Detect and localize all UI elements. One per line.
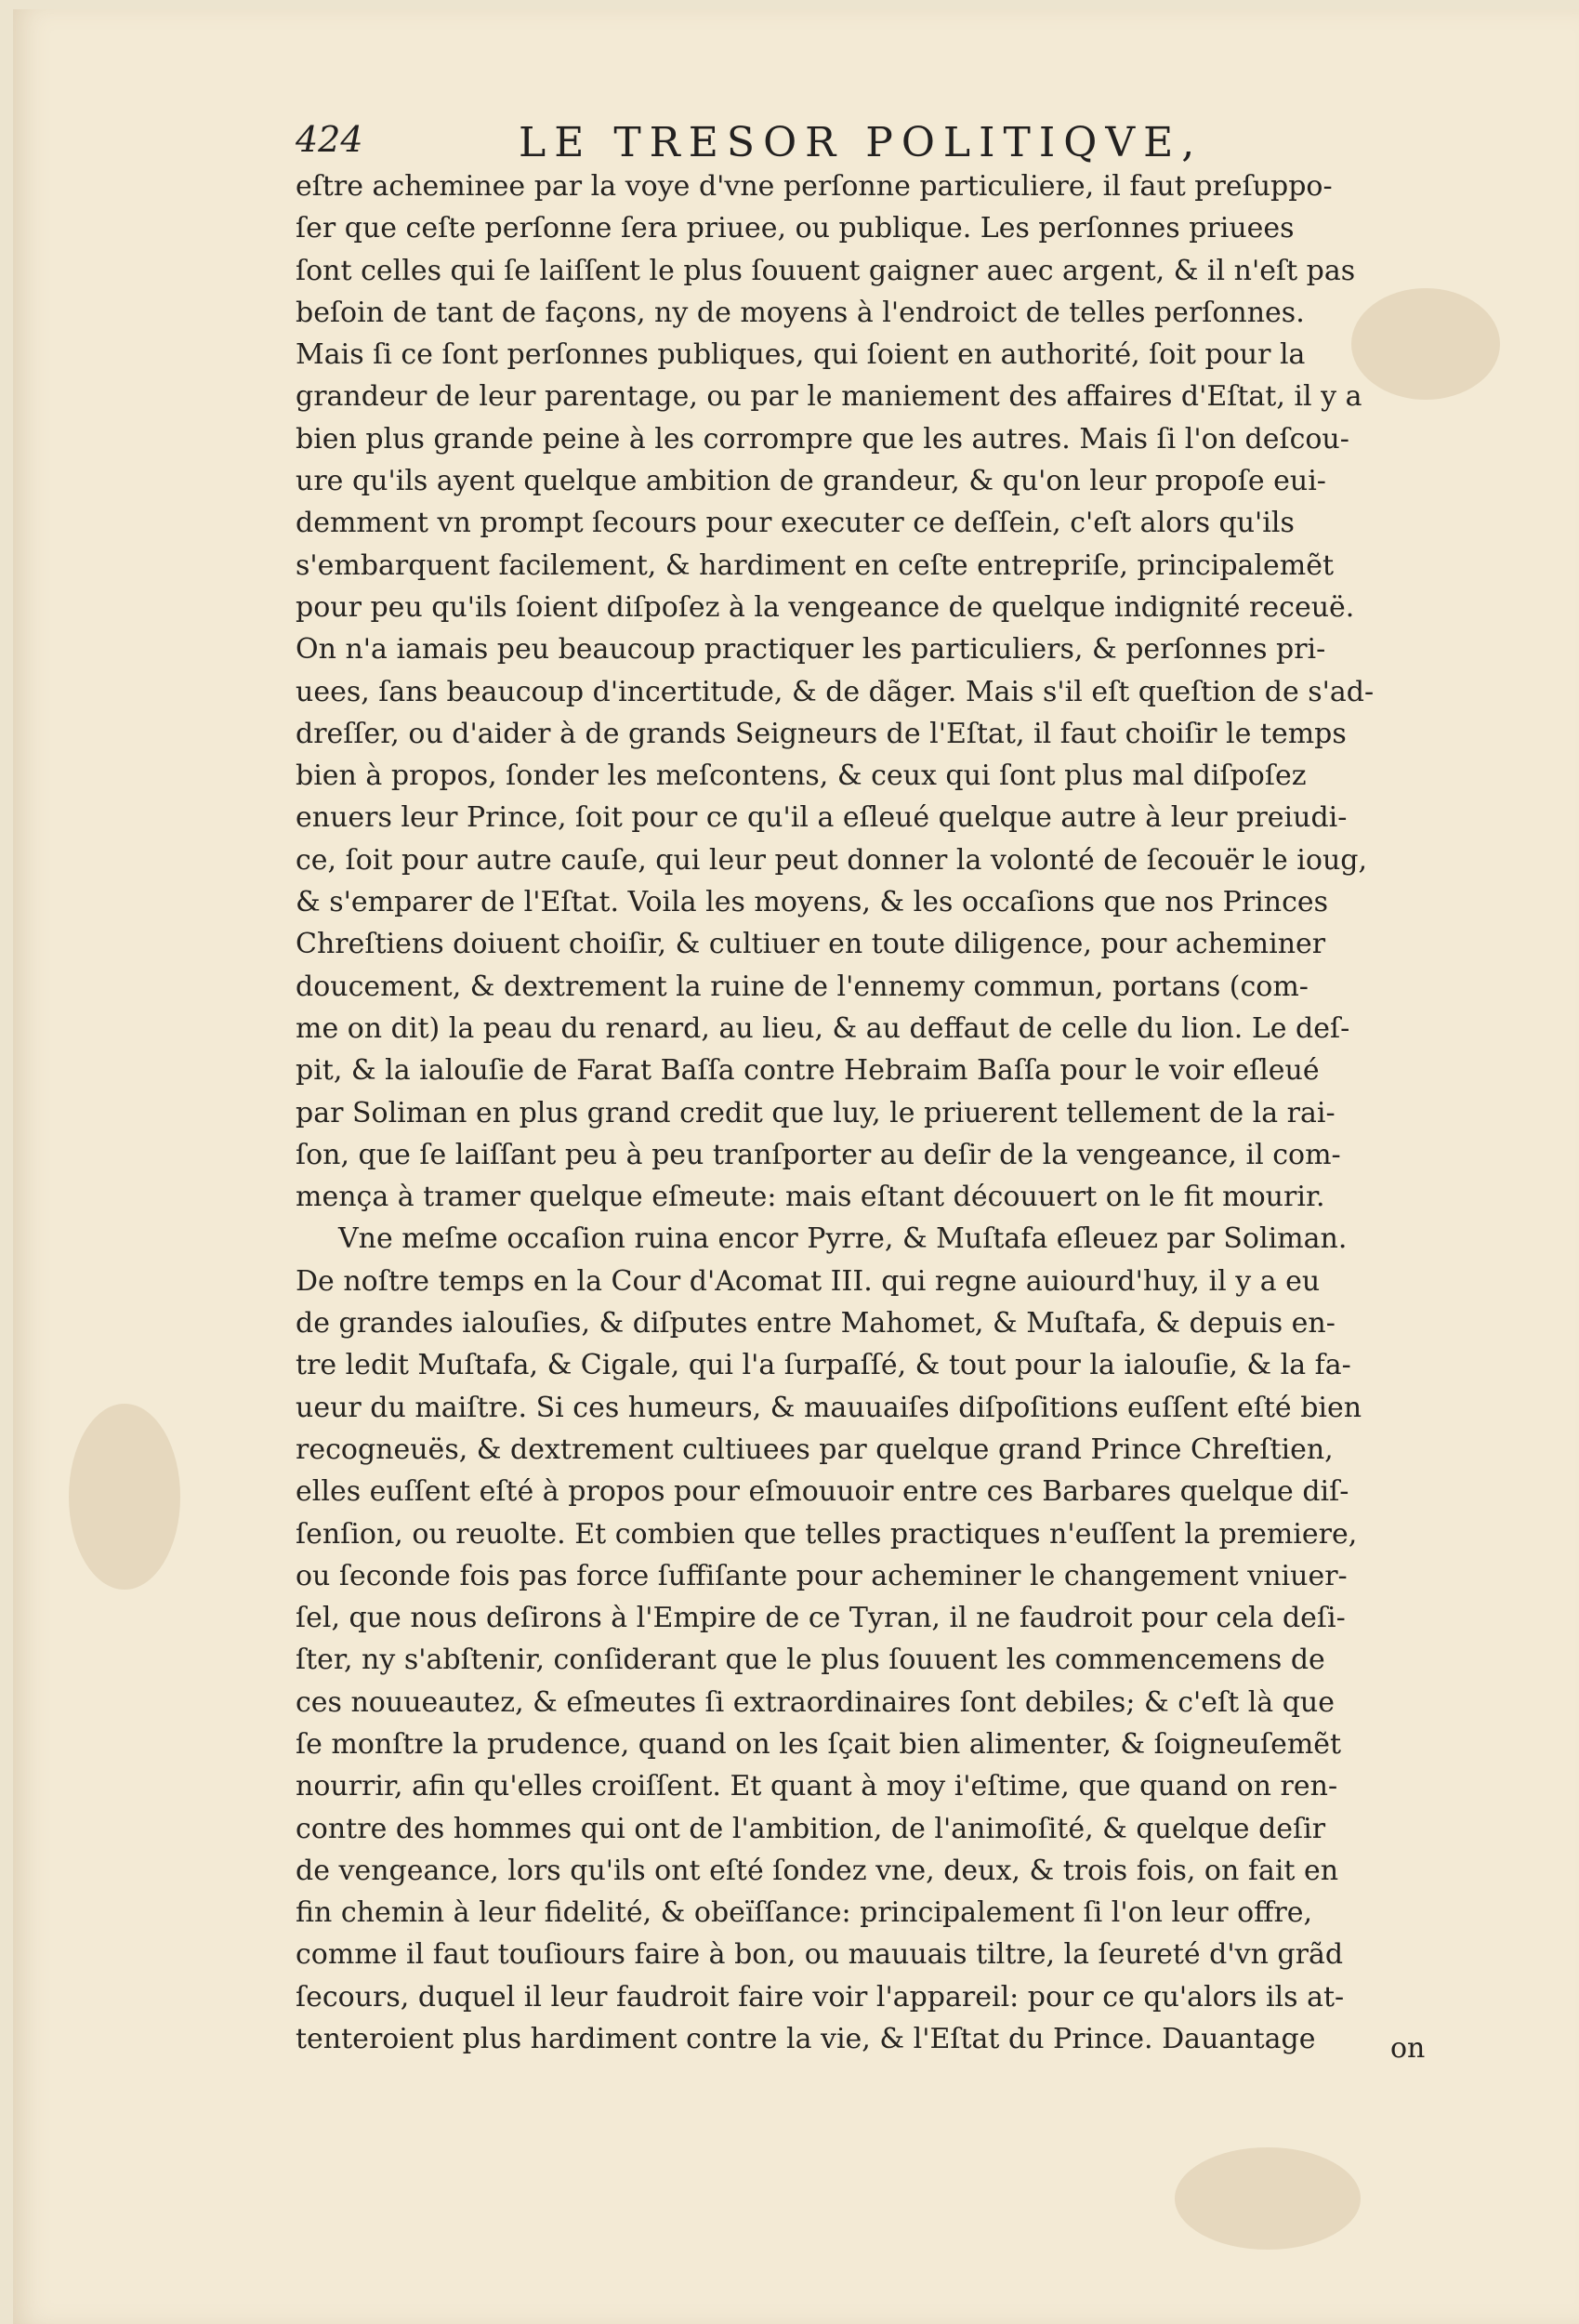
text-line: bien plus grande peine à les corrompre que les autres. Mais ſi l'on deſcou- <box>296 422 1349 456</box>
text-line: ou ſeconde fois pas force ſuffiſante pour acheminer le changement vniuer- <box>296 1559 1348 1592</box>
text-line: demment vn prompt ſecours pour executer ce deſſein, c'eſt alors qu'ils <box>296 507 1295 540</box>
text-line: ſel, que nous deſirons à l'Empire de ce Tyran, il ne faudroit pour cela deſi- <box>296 1602 1346 1635</box>
text-line: tenteroient plus hardiment contre la vie, & l'Eſtat du Prince. Dauantage <box>296 2023 1316 2056</box>
text-line: doucement, & dextrement la ruine de l'ennemy commun, portans (com- <box>296 970 1309 1003</box>
text-line: s'embarquent facilement, & hardiment en ceſte entrepriſe, principalemẽt <box>296 548 1335 582</box>
text-line: enuers leur Prince, ſoit pour ce qu'il a eſleué quelque autre à leur preiudi- <box>296 801 1348 835</box>
text-line: eſtre acheminee par la voye d'vne perſonne particuliere, il faut preſuppo- <box>296 170 1333 203</box>
text-line: de grandes ialouſies, & diſputes entre Mahomet, & Muſtafa, & depuis en- <box>296 1307 1336 1340</box>
text-line: uees, ſans beaucoup d'incertitude, & de dãger. Mais s'il eſt queſtion de s'ad- <box>296 675 1375 708</box>
text-line: ſter, ny s'abſtenir, conſiderant que le plus ſouuent les commencemens de <box>296 1644 1325 1677</box>
text-line: ueur du maiſtre. Si ces humeurs, & mauuaiſes diſpoſitions euſſent eſté bien <box>296 1391 1362 1424</box>
text-line: ſer que ceſte perſonne ſera priuee, ou publique. Les perſonnes priuees <box>296 212 1295 245</box>
text-line: comme il faut touſiours faire à bon, ou mauuais tiltre, la ſeureté d'vn grãd <box>296 1938 1344 1972</box>
foxing-stain <box>69 1404 180 1590</box>
text-line: De noſtre temps en la Cour d'Acomat III. qui regne auiourd'huy, il y a eu <box>296 1264 1321 1298</box>
text-line: ſont celles qui ſe laiſſent le plus ſouuent gaigner auec argent, & il n'eſt pas <box>296 254 1356 287</box>
text-line: tre ledit Muſtafa, & Cigale, qui l'a ſurpaſſé, & tout pour la ialouſie, & la fa- <box>296 1349 1351 1382</box>
text-line: nourrir, afin qu'elles croiſſent. Et quant à moy i'eſtime, que quand on ren- <box>296 1770 1338 1803</box>
text-line: fin chemin à leur fidelité, & obeïſſance: principalement ſi l'on leur offre, <box>296 1896 1313 1930</box>
text-line: Mais ſi ce ſont perſonnes publiques, qui ſoient en authorité, ſoit pour la <box>296 338 1306 372</box>
text-line: pour peu qu'ils ſoient diſpoſez à la vengeance de quelque indignité receuë. <box>296 590 1355 624</box>
body-text <box>296 165 1439 2060</box>
text-line: ſe monſtre la prudence, quand on les ſçait bien alimenter, & ſoigneuſemẽt <box>296 1727 1342 1761</box>
text-line: ſecours, duquel il leur faudroit faire voir l'appareil: pour ce qu'alors ils at- <box>296 1980 1345 2014</box>
text-line: ſon, que ſe laiſſant peu à peu tranſporter au deſir de la vengeance, il com- <box>296 1138 1341 1171</box>
text-line: mença à tramer quelque eſmeute: mais eſtant découuert on le fit mourir. <box>296 1181 1325 1214</box>
text-line: ſenſion, ou reuolte. Et combien que telles practiques n'euſſent la premiere, <box>296 1517 1358 1551</box>
text-line: recogneuës, & dextrement cultiuees par quelque grand Prince Chreſtien, <box>296 1433 1334 1466</box>
text-line: & s'emparer de l'Eſtat. Voila les moyens, & les occaſions que nos Princes <box>296 886 1329 919</box>
text-line: contre des hommes qui ont de l'ambition, de l'animoſité, & quelque deſir <box>296 1812 1326 1845</box>
text-line: ces nouueautez, & eſmeutes ſi extraordinaires ſont debiles; & c'eſt là que <box>296 1685 1335 1719</box>
text-line: beſoin de tant de façons, ny de moyens à l'endroict de telles perſonnes. <box>296 296 1305 329</box>
text-line: dreſſer, ou d'aider à de grands Seigneurs de l'Eſtat, il faut choiſir le temps <box>296 717 1347 750</box>
running-title: LE TRESOR POLITIQVE, <box>519 119 1204 166</box>
text-line: de vengeance, lors qu'ils ont eſté ſondez vne, deux, & trois fois, on fait en <box>296 1854 1339 1887</box>
paragraph-first-line: Vne meſme occaſion ruina encor Pyrre, & Muſtafa eſleuez par Soliman. <box>338 1222 1348 1256</box>
text-line: pit, & la ialouſie de Farat Baſſa contre Hebraim Baſſa pour le voir eſleué <box>296 1054 1320 1088</box>
text-line: On n'a iamais peu beaucoup practiquer les particuliers, & perſonnes pri- <box>296 633 1326 667</box>
text-line: elles euſſent eſté à propos pour eſmouuoir entre ces Barbares quelque diſ- <box>296 1475 1349 1509</box>
text-line: ce, ſoit pour autre cauſe, qui leur peut donner la volonté de ſecouër le ioug, <box>296 843 1368 877</box>
page-number: 424 <box>296 119 363 160</box>
text-line: par Soliman en plus grand credit que luy, le priuerent tellement de la rai- <box>296 1096 1336 1129</box>
text-line: me on dit) la peau du renard, au lieu, & au deffaut de celle du lion. Le deſ- <box>296 1011 1350 1045</box>
text-line: grandeur de leur parentage, ou par le maniement des affaires d'Eſtat, il y a <box>296 380 1362 414</box>
text-line: bien à propos, ſonder les meſcontens, & ceux qui ſont plus mal diſpoſez <box>296 759 1307 793</box>
foxing-stain <box>1175 2147 1361 2250</box>
text-line: Chreſtiens doiuent choiſir, & cultiuer en toute diligence, pour acheminer <box>296 928 1326 961</box>
catchword: on <box>1390 2032 1426 2065</box>
text-line: ure qu'ils ayent quelque ambition de grandeur, & qu'on leur propoſe eui- <box>296 465 1326 498</box>
